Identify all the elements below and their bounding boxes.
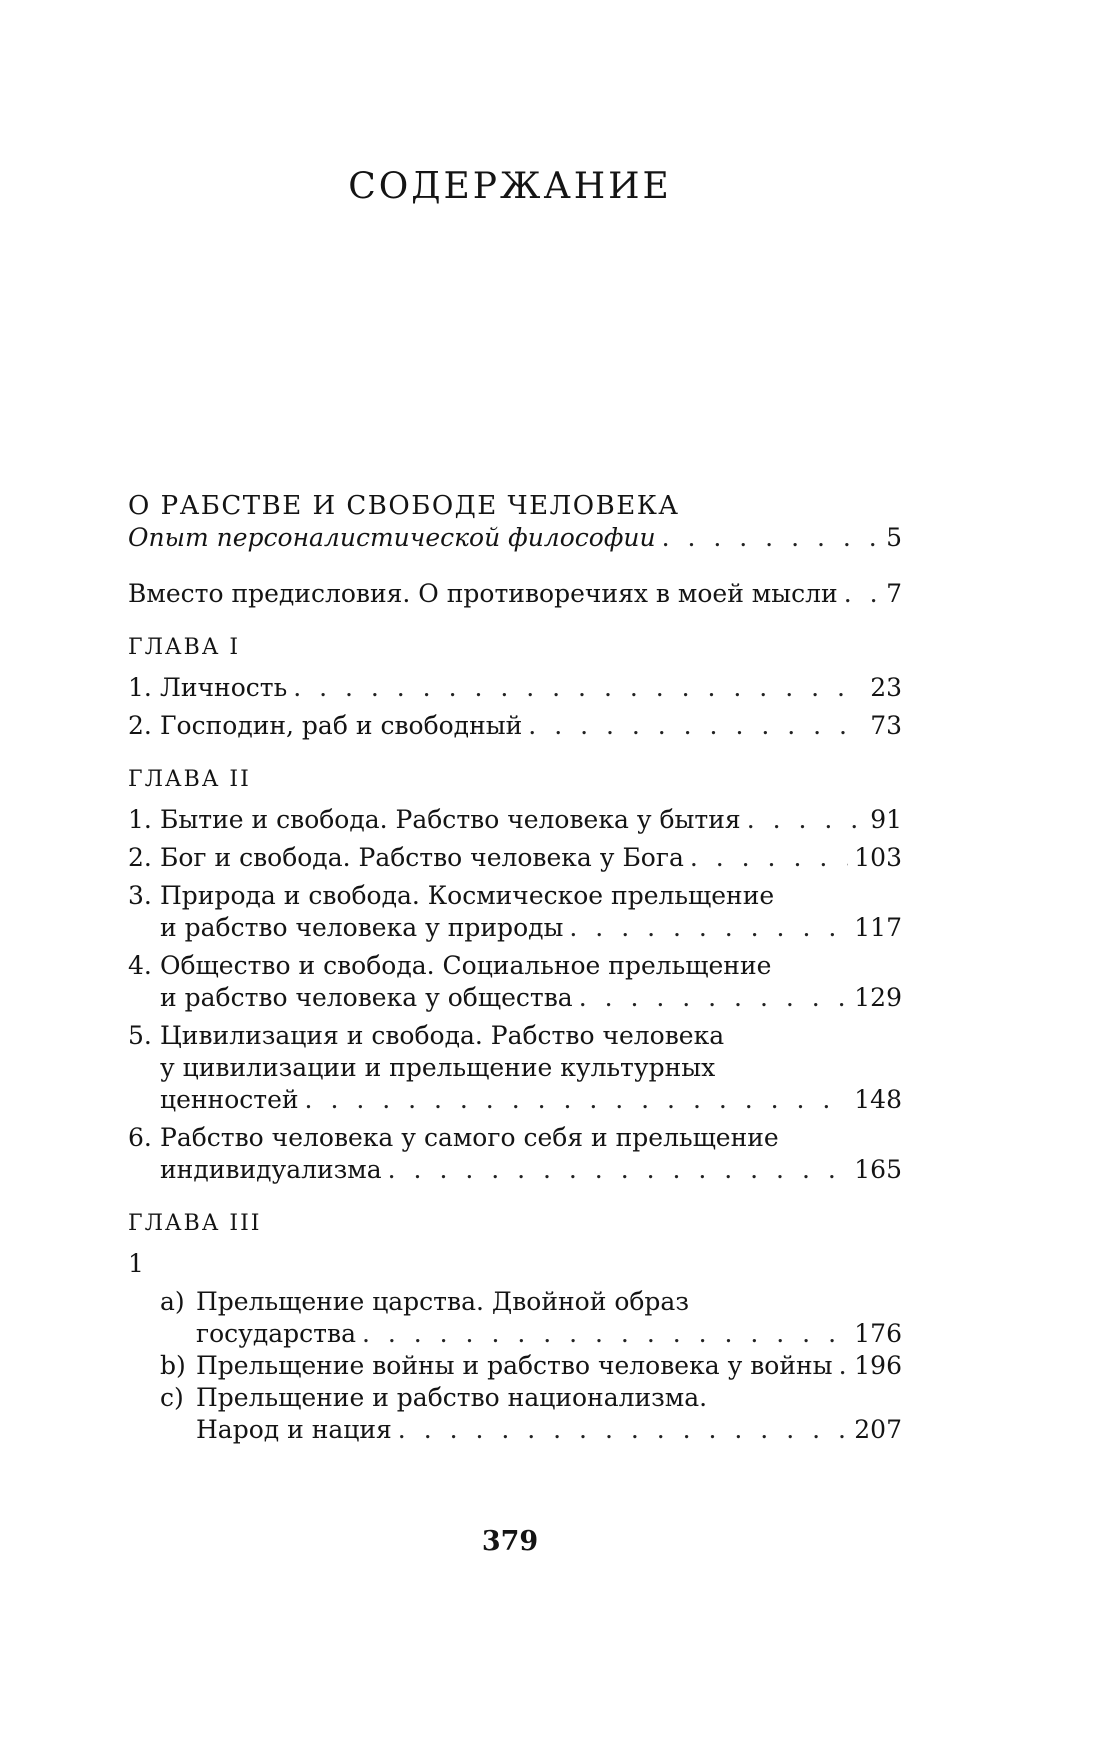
entry-number: 6.	[128, 1123, 152, 1152]
toc-entry	[128, 880, 902, 944]
dot-leader	[569, 912, 848, 944]
dot-leader	[690, 842, 848, 874]
page-number: 23	[870, 673, 902, 702]
dot-leader	[528, 710, 864, 742]
entry-title: Прельщение войны и рабство человека у войны	[196, 1351, 833, 1380]
page-number: 207	[854, 1415, 902, 1444]
entry-title-line: Цивилизация и свобода. Рабство человека	[160, 1021, 725, 1050]
page-number: 176	[854, 1319, 902, 1348]
toc-subentry	[128, 1350, 902, 1382]
entry-title-line: и рабство человека у природы	[160, 913, 564, 942]
entry-number: 1.	[128, 805, 152, 834]
dot-leader	[747, 804, 864, 836]
section-number: 1	[128, 1249, 144, 1278]
entry-title-line: государства	[196, 1319, 356, 1348]
dot-leader	[305, 1084, 849, 1116]
page-number: 7	[886, 579, 902, 608]
dot-leader	[579, 982, 849, 1014]
dot-leader	[293, 672, 864, 704]
entry-number: 1.	[128, 673, 152, 702]
entry-number: 5.	[128, 1021, 152, 1050]
dot-leader	[839, 1350, 849, 1382]
toc-entry	[128, 950, 902, 1014]
dot-leader	[388, 1154, 849, 1186]
page-title: СОДЕРЖАНИЕ	[348, 166, 672, 208]
entry-title-line: Прельщение и рабство национализма.	[196, 1383, 708, 1412]
page-folio-number: 379	[481, 1526, 539, 1557]
toc-entry	[128, 1122, 902, 1186]
chapter-heading: ГЛАВА III	[128, 1211, 262, 1236]
page-number: 117	[854, 913, 902, 942]
chapter-heading: ГЛАВА II	[128, 767, 251, 792]
entry-title-line: Общество и свобода. Социальное прельщение	[160, 951, 772, 980]
entry-title: Личность	[160, 673, 288, 702]
page-number: 73	[870, 711, 902, 740]
page-number: 5	[886, 523, 902, 552]
page-number: 196	[854, 1351, 902, 1380]
dot-leader	[398, 1414, 848, 1446]
entry-title-line: ценностей	[160, 1085, 299, 1114]
preface-entry	[128, 578, 902, 610]
entry-title-line: и рабство человека у общества	[160, 983, 573, 1012]
page-number: 91	[870, 805, 902, 834]
dot-leader	[662, 522, 880, 554]
entry-title-line: Прельщение царства. Двойной образ	[196, 1287, 689, 1316]
entry-title-line: у цивилизации и прельщение культурных	[160, 1053, 716, 1082]
entry-title-line: Народ и нация	[196, 1415, 392, 1444]
dot-leader	[362, 1318, 848, 1350]
entry-number: 2.	[128, 711, 152, 740]
entry-title: Вместо предисловия. О противоречиях в моей мысли	[128, 579, 838, 608]
entry-title: Бог и свобода. Рабство человека у Бога	[160, 843, 684, 872]
entry-title: Бытие и свобода. Рабство человека у бытия	[160, 805, 741, 834]
book-subtitle: Опыт персоналистической философии	[128, 523, 656, 552]
page-number: 129	[854, 983, 902, 1012]
entry-title-line: Рабство человека у самого себя и прельщение	[160, 1123, 779, 1152]
toc-subentry	[128, 1382, 902, 1446]
page-number: 103	[854, 843, 902, 872]
entry-number: 2.	[128, 843, 152, 872]
toc-subentry	[128, 1286, 902, 1350]
entry-title: Господин, раб и свободный	[160, 711, 523, 740]
book-subtitle-entry	[128, 522, 902, 554]
chapter-heading: ГЛАВА I	[128, 635, 241, 660]
toc-entry	[128, 804, 902, 836]
dot-leader	[844, 578, 880, 610]
toc-entry	[128, 842, 902, 874]
entry-title-line: Природа и свобода. Космическое прельщение	[160, 881, 775, 910]
entry-letter: a)	[160, 1287, 185, 1316]
toc-entry	[128, 1020, 902, 1116]
book-title: О РАБСТВЕ И СВОБОДЕ ЧЕЛОВЕКА	[128, 491, 680, 521]
entry-letter: c)	[160, 1383, 184, 1412]
entry-letter: b)	[160, 1351, 186, 1380]
toc-entry	[128, 710, 902, 742]
toc-entry	[128, 672, 902, 704]
page-number: 148	[854, 1085, 902, 1114]
entry-title-line: индивидуализма	[160, 1155, 382, 1184]
table-of-contents	[128, 490, 902, 1446]
entry-number: 4.	[128, 951, 152, 980]
entry-number: 3.	[128, 881, 152, 910]
page-number: 165	[854, 1155, 902, 1184]
